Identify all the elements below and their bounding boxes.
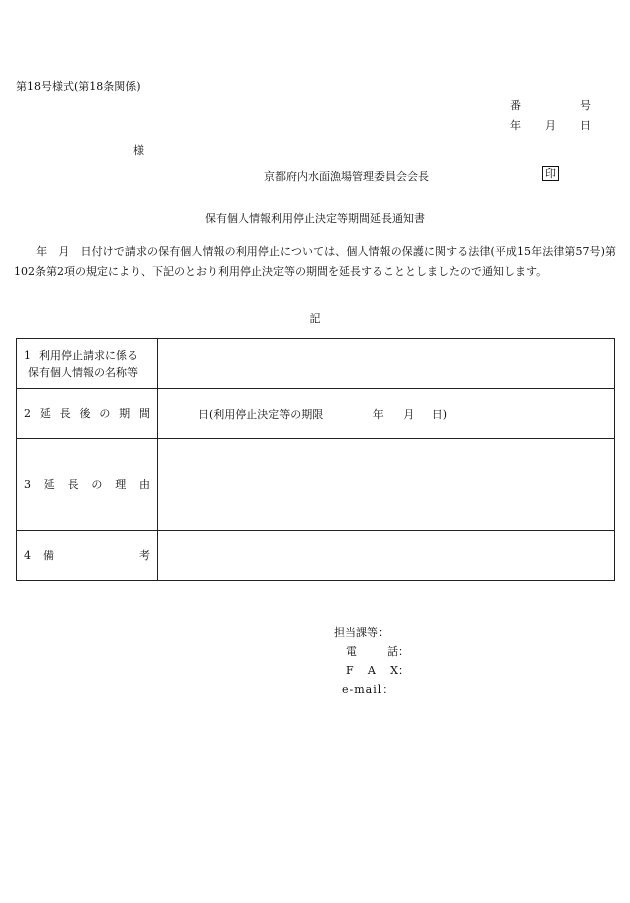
colon: ： (398, 645, 409, 658)
table-row-reason (17, 439, 615, 531)
label-char: 理 (115, 478, 127, 491)
detail-table (16, 338, 615, 581)
row-number: 3 (24, 478, 31, 491)
date-year: 年 (510, 119, 521, 132)
label-char: 由 (138, 478, 150, 491)
date-day: 日 (580, 119, 591, 132)
label-char: 長 (67, 478, 79, 491)
row1-label-line1: 利用停止請求に係る (39, 348, 138, 362)
row1-value[interactable] (158, 339, 615, 389)
table-row-remarks (17, 531, 615, 581)
label-char: 延 (43, 478, 55, 491)
label-char: 備 (43, 549, 54, 562)
label-char: の (91, 478, 103, 491)
form-number: 第18号様式(第18条関係) (16, 80, 141, 93)
row3-label (17, 439, 158, 531)
table-row-name (17, 339, 615, 389)
contact-fax-label (346, 661, 398, 680)
label-char: 考 (139, 549, 150, 562)
row-number: 4 (24, 549, 31, 562)
label-char: 話 (387, 645, 398, 658)
label-char: 期 (119, 407, 131, 420)
contact-tel-label (346, 642, 398, 661)
row-number: 2 (24, 407, 31, 420)
label-char: A (367, 664, 376, 677)
row2-value[interactable] (158, 389, 615, 439)
date-month: 月 (545, 119, 556, 132)
label-char: X (390, 664, 398, 677)
label-char: の (99, 407, 111, 420)
body-paragraph: 年 月 日付けで請求の保有個人情報の利用停止については、個人情報の保護に関する法律(平成15年法律第57号)第102条第2項の規定により、下記のとおり利用停止決定等の期間を延長することとしましたので通知します。 (14, 245, 616, 278)
label-char: 延 (39, 407, 51, 420)
colon: ： (398, 664, 409, 677)
ki-heading: 記 (309, 312, 321, 325)
period-days: 日(利用停止決定等の期限 (198, 407, 324, 421)
table-row-period (17, 389, 615, 439)
label-char: 後 (79, 407, 91, 420)
contact-block (334, 623, 409, 699)
deadline-day: 日) (431, 407, 448, 421)
contact-dept-label: 担当課等： (334, 626, 389, 639)
label-char: 間 (138, 407, 150, 420)
seal-stamp: 印 (542, 166, 559, 181)
recipient-honorific: 様 (133, 144, 144, 157)
contact-email-label: e-mail (342, 683, 383, 696)
deadline-month: 月 (403, 407, 415, 421)
deadline-year: 年 (372, 407, 384, 421)
label-char: F (346, 664, 354, 677)
row2-label (17, 389, 158, 439)
colon: ： (382, 683, 394, 696)
row3-value[interactable] (158, 439, 615, 531)
row1-label (17, 339, 158, 389)
row4-value[interactable] (158, 531, 615, 581)
number-suffix: 号 (580, 99, 591, 112)
number-label: 番 (510, 99, 521, 112)
issuer-name: 京都府内水面漁場管理委員会会長 (264, 170, 429, 183)
row1-label-line2: 保有個人情報の名称等 (28, 365, 138, 379)
row4-label (17, 531, 158, 581)
label-char: 電 (346, 645, 357, 658)
label-char: 長 (59, 407, 71, 420)
document-title: 保有個人情報利用停止決定等期間延長通知書 (205, 212, 425, 225)
row-number: 1 (24, 348, 31, 362)
